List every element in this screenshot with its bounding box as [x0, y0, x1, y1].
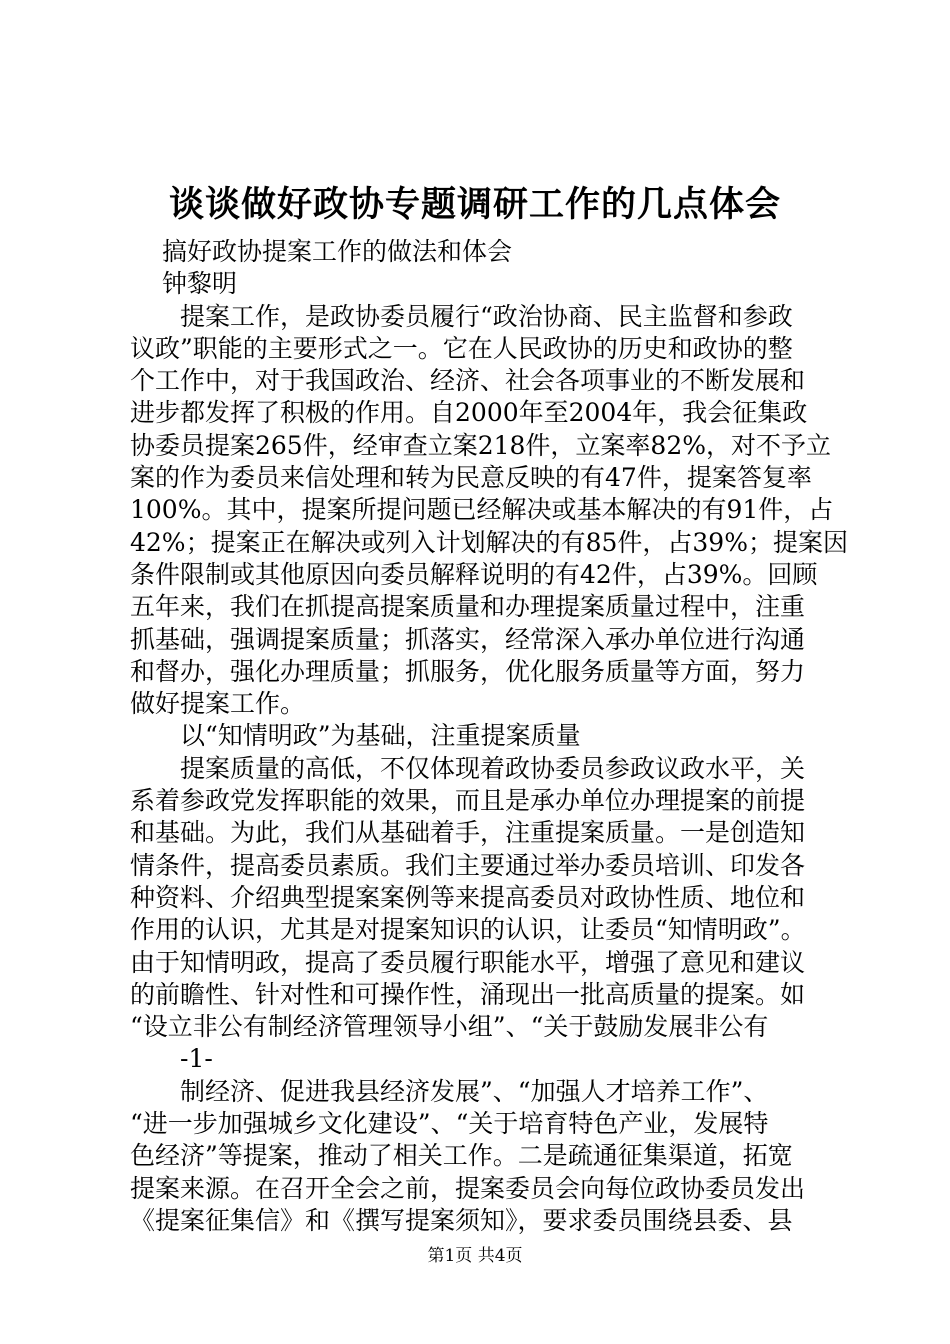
paragraph-line: 做好提案工作。 — [130, 689, 306, 719]
paragraph-line: 种资料、介绍典型提案案例等来提高委员对政协性质、地位和 — [130, 882, 806, 912]
paragraph-line: 作用的认识，尤其是对提案知识的认识，让委员“知情明政”。 — [130, 915, 806, 945]
paragraph-line: 提案工作，是政协委员履行“政治协商、民主监督和参政 — [180, 301, 793, 331]
author-line: 钟黎明 — [162, 269, 238, 299]
paragraph-line: 个工作中，对于我国政治、经济、社会各项事业的不断发展和 — [130, 366, 806, 396]
paragraph-line: 和基础。为此，我们从基础着手，注重提案质量。一是创造知 — [130, 818, 806, 848]
paragraph-line: 和督办，强化办理质量；抓服务，优化服务质量等方面，努力 — [130, 656, 806, 686]
paragraph-line: 制经济、促进我县经济发展”、“加强人才培养工作”、 — [180, 1076, 769, 1106]
paragraph-line: 100%。其中，提案所提问题已经解决或基本解决的有91件，占 — [130, 495, 834, 525]
paragraph-line: 条件限制或其他原因向委员解释说明的有42件，占39%。回顾 — [130, 559, 818, 589]
paragraph-line: 议政”职能的主要形式之一。它在人民政协的历史和政协的整 — [130, 333, 793, 363]
paragraph-line: 系着参政党发挥职能的效果，而且是承办单位办理提案的前提 — [130, 786, 806, 816]
document-body — [130, 236, 848, 1237]
document-title: 谈谈做好政协专题调研工作的几点体会 — [168, 184, 781, 225]
paragraph-line: 协委员提案265件，经审查立案218件，立案率82%，对不予立 — [130, 430, 832, 460]
paragraph-line: 案的作为委员来信处理和转为民意反映的有47件，提案答复率 — [130, 463, 812, 493]
paragraph-line: 的前瞻性、针对性和可操作性，涌现出一批高质量的提案。如 — [130, 979, 806, 1009]
section-heading: 以“知情明政”为基础，注重提案质量 — [180, 721, 581, 751]
paragraph-line: “设立非公有制经济管理领导小组”、“关于鼓励发展非公有 — [130, 1012, 769, 1042]
paragraph-line: 进步都发挥了积极的作用。自2000年至2004年，我会征集政 — [130, 398, 808, 428]
paragraph-line: 五年来，我们在抓提高提案质量和办理提案质量过程中，注重 — [130, 592, 806, 622]
paragraph-line: 42%；提案正在解决或列入计划解决的有85件，占39%；提案因 — [130, 527, 848, 557]
paragraph-line: 《提案征集信》和《撰写提案须知》，要求委员围绕县委、县 — [130, 1205, 793, 1235]
paragraph-line: 由于知情明政，提高了委员履行职能水平，增强了意见和建议 — [130, 947, 806, 977]
subtitle-line: 搞好政协提案工作的做法和体会 — [162, 237, 513, 266]
paragraph-line: “进一步加强城乡文化建设”、“关于培育特色产业，发展特 — [130, 1109, 769, 1139]
page-number-marker: -1- — [180, 1044, 213, 1074]
paragraph-line: 抓基础，强调提案质量；抓落实，经常深入承办单位进行沟通 — [130, 624, 806, 654]
page-footer: 第1页 共4页 — [427, 1246, 523, 1266]
paragraph-line: 情条件，提高委员素质。我们主要通过举办委员培训、印发各 — [130, 850, 806, 880]
paragraph-line: 提案质量的高低，不仅体现着政协委员参政议政水平，关 — [180, 753, 806, 783]
paragraph-line: 色经济”等提案，推动了相关工作。二是疏通征集渠道，拓宽 — [130, 1141, 793, 1171]
paragraph-line: 提案来源。在召开全会之前，提案委员会向每位政协委员发出 — [130, 1173, 806, 1203]
